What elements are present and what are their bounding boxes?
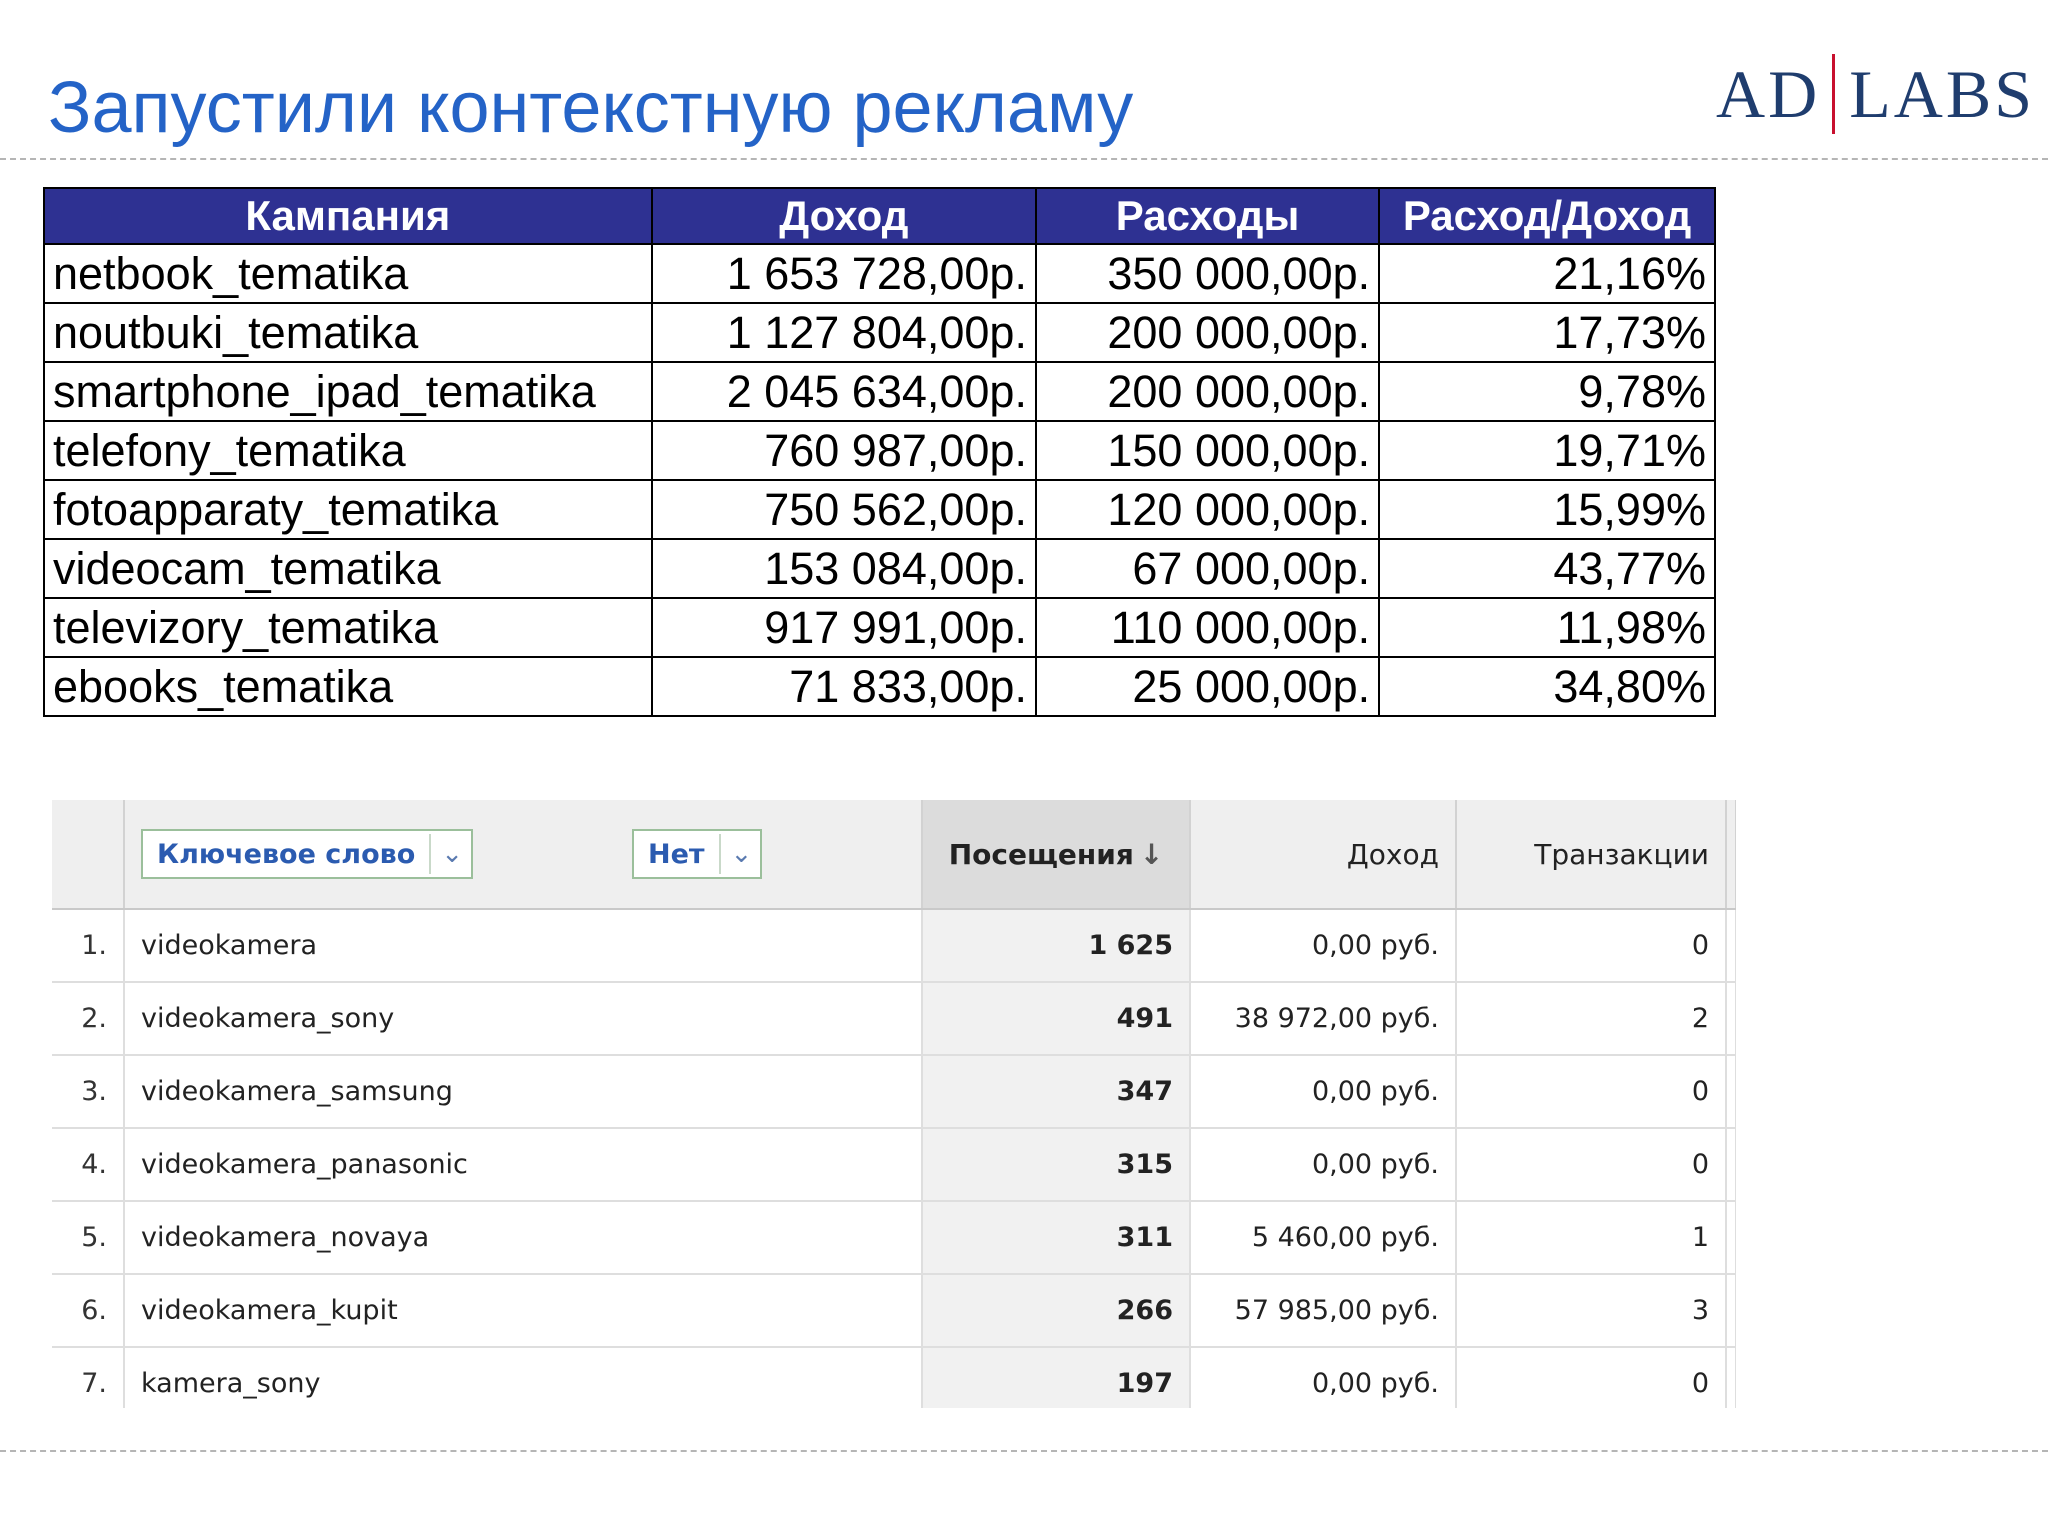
campaign-summary-table xyxy=(43,187,1716,717)
campaign-income: 750 562,00р. xyxy=(652,480,1036,539)
row-spacer xyxy=(1726,909,1736,982)
slide-title: Запустили контекстную рекламу xyxy=(48,68,1134,148)
summary-header-row xyxy=(44,188,1715,244)
primary-dimension-label: Ключевое слово xyxy=(157,838,416,870)
campaign-income: 2 045 634,00р. xyxy=(652,362,1036,421)
visits-value: 197 xyxy=(922,1347,1190,1408)
summary-row xyxy=(44,362,1715,421)
header-income: Доход xyxy=(652,188,1036,244)
income-value: 0,00 руб. xyxy=(1190,1055,1456,1128)
header-expense-income-ratio: Расход/Доход xyxy=(1379,188,1715,244)
keyword-link[interactable]: kamera_sony xyxy=(124,1347,922,1408)
income-value: 0,00 руб. xyxy=(1190,1347,1456,1408)
row-index: 4. xyxy=(52,1128,124,1201)
keyword-link[interactable]: videokamera_panasonic xyxy=(124,1128,922,1201)
secondary-dimension-label: Нет xyxy=(647,838,705,870)
campaign-income: 917 991,00р. xyxy=(652,598,1036,657)
visits-value: 266 xyxy=(922,1274,1190,1347)
campaign-expenses: 110 000,00р. xyxy=(1036,598,1379,657)
summary-row xyxy=(44,480,1715,539)
table-row xyxy=(52,1347,1736,1408)
row-index: 2. xyxy=(52,982,124,1055)
adlabs-logo xyxy=(1716,52,2035,136)
summary-row xyxy=(44,598,1715,657)
campaign-ratio: 21,16% xyxy=(1379,244,1715,303)
campaign-ratio: 15,99% xyxy=(1379,480,1715,539)
visits-value: 1 625 xyxy=(922,909,1190,982)
income-value: 57 985,00 руб. xyxy=(1190,1274,1456,1347)
header-spacer xyxy=(1726,800,1736,909)
primary-dimension-select[interactable] xyxy=(141,829,473,879)
income-value: 0,00 руб. xyxy=(1190,909,1456,982)
campaign-income: 153 084,00р. xyxy=(652,539,1036,598)
campaign-ratio: 19,71% xyxy=(1379,421,1715,480)
campaign-name: telefony_tematika xyxy=(44,421,652,480)
campaign-name: smartphone_ipad_tematika xyxy=(44,362,652,421)
row-index: 5. xyxy=(52,1201,124,1274)
campaign-name: noutbuki_tematika xyxy=(44,303,652,362)
table-row xyxy=(52,1201,1736,1274)
visits-value: 491 xyxy=(922,982,1190,1055)
visits-value: 315 xyxy=(922,1128,1190,1201)
table-row xyxy=(52,982,1736,1055)
keyword-table xyxy=(52,800,1736,1408)
keyword-table-header xyxy=(52,800,1736,909)
campaign-name: videocam_tematika xyxy=(44,539,652,598)
campaign-expenses: 67 000,00р. xyxy=(1036,539,1379,598)
row-spacer xyxy=(1726,982,1736,1055)
summary-row xyxy=(44,421,1715,480)
transactions-value: 0 xyxy=(1456,1347,1726,1408)
campaign-expenses: 120 000,00р. xyxy=(1036,480,1379,539)
row-spacer xyxy=(1726,1201,1736,1274)
sort-down-icon: ↓ xyxy=(1139,837,1164,871)
row-spacer xyxy=(1726,1274,1736,1347)
row-spacer xyxy=(1726,1347,1736,1408)
campaign-expenses: 25 000,00р. xyxy=(1036,657,1379,716)
campaign-income: 1 653 728,00р. xyxy=(652,244,1036,303)
summary-row xyxy=(44,303,1715,362)
income-value: 5 460,00 руб. xyxy=(1190,1201,1456,1274)
analytics-keyword-report xyxy=(52,800,1736,1408)
campaign-income: 1 127 804,00р. xyxy=(652,303,1036,362)
campaign-name: ebooks_tematika xyxy=(44,657,652,716)
transactions-value: 0 xyxy=(1456,1128,1726,1201)
header-visits-label: Посещения xyxy=(948,837,1134,871)
visits-value: 311 xyxy=(922,1201,1190,1274)
campaign-ratio: 9,78% xyxy=(1379,362,1715,421)
chevron-down-icon: ⌄ xyxy=(719,834,753,874)
summary-row xyxy=(44,244,1715,303)
table-row xyxy=(52,909,1736,982)
income-value: 0,00 руб. xyxy=(1190,1128,1456,1201)
table-row xyxy=(52,1128,1736,1201)
campaign-expenses: 150 000,00р. xyxy=(1036,421,1379,480)
table-row xyxy=(52,1274,1736,1347)
keyword-link[interactable]: videokamera_novaya xyxy=(124,1201,922,1274)
campaign-ratio: 34,80% xyxy=(1379,657,1715,716)
keyword-link[interactable]: videokamera_sony xyxy=(124,982,922,1055)
header-index xyxy=(52,800,124,909)
transactions-value: 0 xyxy=(1456,909,1726,982)
campaign-ratio: 11,98% xyxy=(1379,598,1715,657)
transactions-value: 3 xyxy=(1456,1274,1726,1347)
campaign-expenses: 350 000,00р. xyxy=(1036,244,1379,303)
header-income[interactable]: Доход xyxy=(1190,800,1456,909)
campaign-name: fotoapparaty_tematika xyxy=(44,480,652,539)
header-campaign: Кампания xyxy=(44,188,652,244)
row-spacer xyxy=(1726,1055,1736,1128)
header-visits[interactable] xyxy=(922,800,1190,909)
logo-text-ad: AD xyxy=(1716,55,1821,132)
header-expenses: Расходы xyxy=(1036,188,1379,244)
keyword-link[interactable]: videokamera xyxy=(124,909,922,982)
chevron-down-icon: ⌄ xyxy=(429,834,463,874)
table-row xyxy=(52,1055,1736,1128)
campaign-ratio: 43,77% xyxy=(1379,539,1715,598)
summary-row xyxy=(44,657,1715,716)
keyword-link[interactable]: videokamera_samsung xyxy=(124,1055,922,1128)
row-index: 3. xyxy=(52,1055,124,1128)
bottom-divider xyxy=(0,1450,2048,1452)
row-spacer xyxy=(1726,1128,1736,1201)
income-value: 38 972,00 руб. xyxy=(1190,982,1456,1055)
transactions-value: 1 xyxy=(1456,1201,1726,1274)
campaign-income: 71 833,00р. xyxy=(652,657,1036,716)
campaign-name: televizory_tematika xyxy=(44,598,652,657)
summary-row xyxy=(44,539,1715,598)
campaign-name: netbook_tematika xyxy=(44,244,652,303)
dimension-selectors xyxy=(124,800,922,909)
campaign-expenses: 200 000,00р. xyxy=(1036,362,1379,421)
header-transactions[interactable]: Транзакции xyxy=(1456,800,1726,909)
campaign-expenses: 200 000,00р. xyxy=(1036,303,1379,362)
transactions-value: 2 xyxy=(1456,982,1726,1055)
visits-value: 347 xyxy=(922,1055,1190,1128)
campaign-income: 760 987,00р. xyxy=(652,421,1036,480)
logo-text-labs: LABS xyxy=(1849,55,2036,132)
keyword-link[interactable]: videokamera_kupit xyxy=(124,1274,922,1347)
secondary-dimension-select[interactable] xyxy=(632,829,762,879)
top-divider xyxy=(0,158,2048,160)
logo-divider xyxy=(1832,54,1835,134)
row-index: 1. xyxy=(52,909,124,982)
campaign-ratio: 17,73% xyxy=(1379,303,1715,362)
transactions-value: 0 xyxy=(1456,1055,1726,1128)
row-index: 7. xyxy=(52,1347,124,1408)
row-index: 6. xyxy=(52,1274,124,1347)
